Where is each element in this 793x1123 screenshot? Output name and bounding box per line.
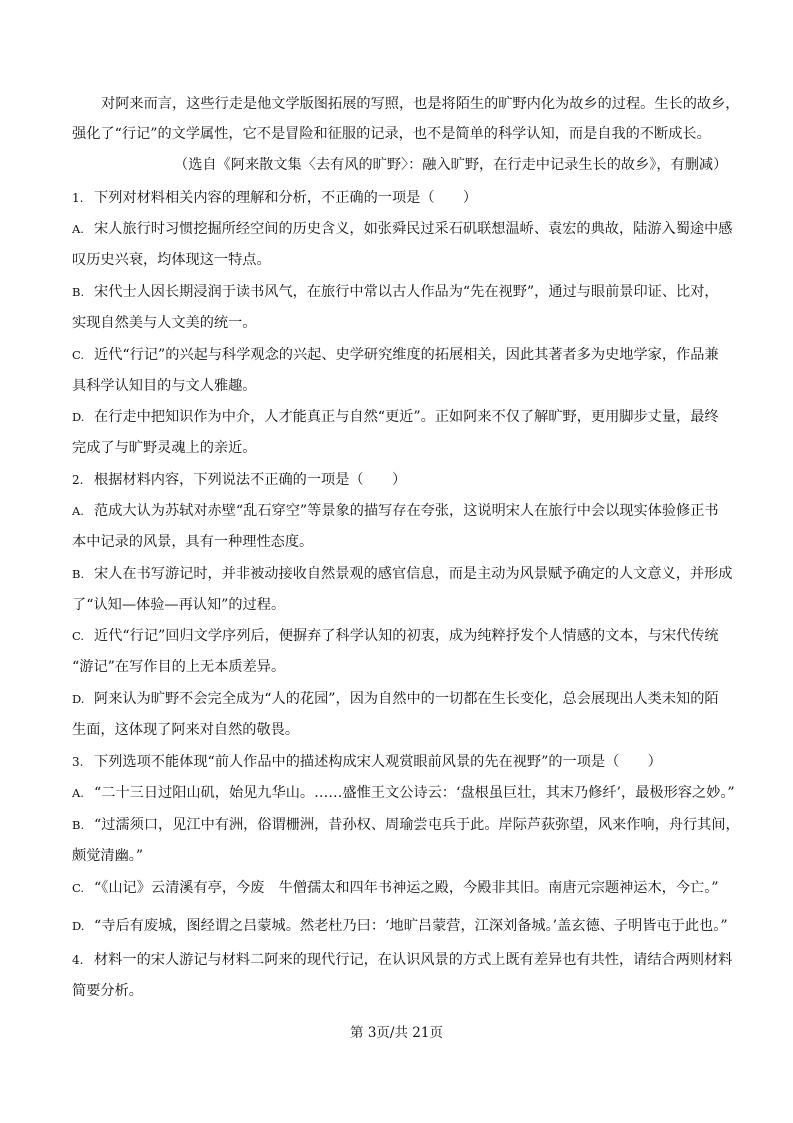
option-1d <box>72 407 719 458</box>
page-number: 第 3页/共 21页 <box>350 1025 443 1041</box>
option-text-line-2: 生面，这体现了阿来对自然的敬畏。 <box>72 722 300 738</box>
question-stem-text: 下列选项不能体现“前人作品中的描述构成宋人观赏眼前风景的先在视野”的一项是（ ） <box>94 754 662 770</box>
source-citation: （选自《阿来散文集〈去有风的旷野〉：融入旷野，在行走中记录生长的故乡》，有删减） <box>174 157 728 173</box>
question-4 <box>72 950 732 1001</box>
option-letter: A. <box>72 504 84 518</box>
question-stem-text: 材料一的宋人游记与材料二阿来的现代行记，在认识风景的方式上既有差异也有共性，请结合两则材料 <box>94 952 733 968</box>
option-letter: D. <box>72 919 85 933</box>
question-stem-text: 下列对材料相关内容的理解和分析，不正确的一项是（ ） <box>94 190 478 206</box>
option-2c <box>72 626 719 677</box>
option-text-line-1: “《山记》云清溪有亭，今废 牛僧孺太和四年书神运之殿，今殿非其旧。南唐元宗题神运木，今亡。” <box>94 880 719 896</box>
option-text-line-2: 本中记录的风景，具有一种理性态度。 <box>72 534 314 550</box>
option-letter: C. <box>72 348 85 362</box>
option-text-line-1: “寺后有废城，图经谓之吕蒙城。然老杜乃曰：‘地旷吕蒙营，江深刘备城。’盖玄德、子明皆屯于此也。” <box>94 918 728 934</box>
option-text-line-1: “二十三日过阳山矶，始见九华山。……盛惟王文公诗云：‘盘根虽巨壮，其末乃修纤’，最极形容之妙。” <box>94 785 735 801</box>
option-text-line-1: 宋人旅行时习惯挖掘所经空间的历史含义，如张舜民过采石矶联想温峤、袁宏的典故，陆游入蜀途中感 <box>94 221 733 237</box>
option-letter: D. <box>72 692 85 706</box>
option-text-line-2: 了“认知—体验—再认知”的过程。 <box>72 597 286 613</box>
intro-line-1: 对阿来而言，这些行走是他文学版图拓展的写照，也是将陌生的旷野内化为故乡的过程。生长的故乡， <box>101 96 740 112</box>
option-text-line-2: 完成了与旷野灵魂上的亲近。 <box>72 440 257 456</box>
question-stem-text: 根据材料内容，下列说法不正确的一项是（ ） <box>94 472 407 488</box>
option-letter: B. <box>72 567 85 581</box>
question-stem-text-line-2: 简要分析。 <box>72 983 143 999</box>
option-letter: A. <box>72 786 84 800</box>
question-2 <box>72 470 406 490</box>
option-3d <box>72 916 728 936</box>
option-text-line-1: 在行走中把知识作为中介，人才能真正与自然“更近”。正如阿来不仅了解旷野，更用脚步丈量，最终 <box>94 409 719 425</box>
question-number: 1. <box>72 191 84 205</box>
option-letter: B. <box>72 285 85 299</box>
option-2b <box>72 564 732 615</box>
option-text-line-1: 宋代士人因长期浸润于读书风气，在旅行中常以古人作品为“先在视野”，通过与眼前景印证、比对， <box>94 284 719 300</box>
option-2a <box>72 501 719 552</box>
option-letter: C. <box>72 881 85 895</box>
option-letter: D. <box>72 410 85 424</box>
question-number: 2. <box>72 473 84 487</box>
option-3c <box>72 878 719 898</box>
intro-line-2: 强化了“行记”的文学属性，它不是冒险和征服的记录，也不是简单的科学认知，而是自我的不断成长。 <box>72 126 711 142</box>
option-text-line-2: 颇觉清幽。” <box>72 848 144 864</box>
intro-paragraph <box>72 94 739 144</box>
option-letter: A. <box>72 222 84 236</box>
option-text-line-1: 阿来认为旷野不会完全成为“人的花园”，因为自然中的一切都在生长变化，总会展现出人类未知的陌 <box>94 691 719 707</box>
question-stem <box>72 188 477 208</box>
option-text-line-1: 近代“行记”回归文学序列后，便摒弃了科学认知的初衷，成为纯粹抒发个人情感的文本，与宋代传统 <box>94 628 719 644</box>
option-text-line-1: 范成大认为苏轼对赤壁“乱石穿空”等景象的描写存在夸张，这说明宋人在旅行中会以现实体验修正书 <box>94 503 719 519</box>
option-3b <box>72 815 740 866</box>
option-text-line-2: 实现自然美与人文美的统一。 <box>72 315 257 331</box>
option-text-line-1: “过濡须口，见江中有洲，俗谓栅洲，昔孙权、周瑜尝屯兵于此。岸际芦荻弥望，风来作响，舟行其间， <box>94 817 740 833</box>
option-1b <box>72 282 719 333</box>
question-number: 3. <box>72 755 84 769</box>
option-letter: B. <box>72 818 85 832</box>
option-3a <box>72 783 735 803</box>
option-2d <box>72 689 719 740</box>
option-letter: C. <box>72 629 85 643</box>
option-text-line-2: 具科学认知目的与文人雅趣。 <box>72 378 257 394</box>
option-1c <box>72 345 719 396</box>
option-text-line-2: “游记”在写作目的上无本质差异。 <box>72 659 286 675</box>
question-1 <box>72 188 477 208</box>
option-text-line-2: 叹历史兴衰，均体现这一特点。 <box>72 252 271 268</box>
option-1a <box>72 219 732 270</box>
option-text-line-1: 宋人在书写游记时，并非被动接收自然景观的感官信息，而是主动为风景赋予确定的人文意义，并形成 <box>94 566 733 582</box>
question-3 <box>72 752 662 772</box>
option-text-line-1: 近代“行记”的兴起与科学观念的兴起、史学研究维度的拓展相关，因此其著者多为史地学家，作品兼 <box>94 347 719 363</box>
question-number: 4. <box>72 953 84 967</box>
